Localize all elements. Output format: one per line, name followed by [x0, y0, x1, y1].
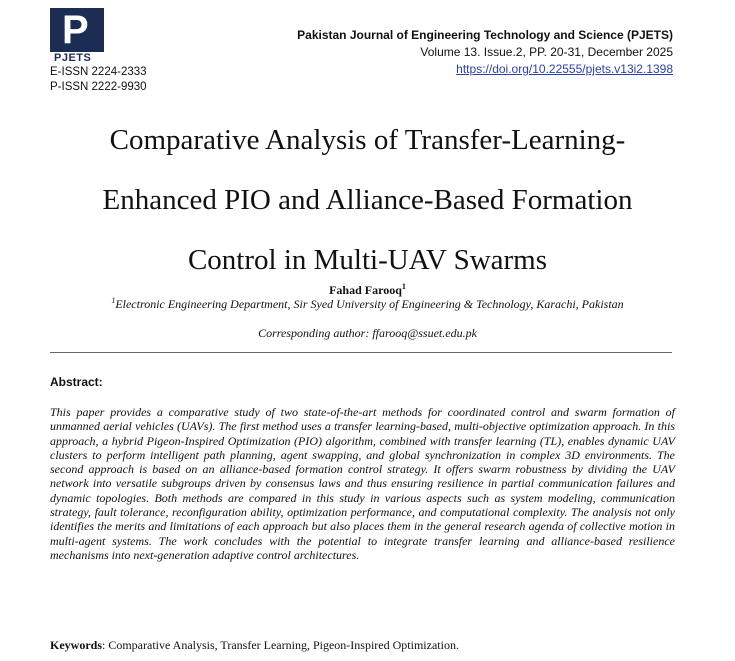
journal-name: Pakistan Journal of Engineering Technology and Science (PJETS)	[297, 28, 673, 42]
doi-link[interactable]: https://doi.org/10.22555/pjets.v13i2.1398	[456, 62, 673, 76]
keywords-value: : Comparative Analysis, Transfer Learning, Pigeon-Inspired Optimization.	[102, 638, 459, 652]
title-line-2: Enhanced PIO and Alliance-Based Formation	[102, 184, 633, 216]
author-superscript: 1	[401, 282, 406, 291]
keywords-label: Keywords	[50, 638, 102, 652]
title-line-1: Comparative Analysis of Transfer-Learning-	[109, 124, 626, 156]
journal-volume: Volume 13. Issue.2, PP. 20-31, December 2025	[420, 45, 673, 59]
author-name: Fahad Farooq	[329, 283, 402, 297]
corresponding-author: Corresponding author: ffarooq@ssuet.edu.pk	[258, 326, 477, 340]
abstract-body: This paper provides a comparative study of two state-of-the-art methods for coordinated control and swarm formation of unmanned aerial vehicles (UAVs). The first method uses a transfer learning-based, multi-objective optimization approach. In this approach, a hybrid Pigeon-Inspired Optimization (PIO) algorithm, combined with transfer learning (TL), enables dynamic UAV clusters to perform intelligent path planning, agent swapping, and global synchronization in complex 3D environments. The second approach is based on an alliance-based formation control strategy. It offers swarm robustness by dividing the UAV network into versatile subgroups driven by consensus laws and thus ensuring resilience in partial communication failures and dynamic topologies. Both methods are compared in this study in various aspects such as system modeling, communication strategy, fault tolerance, reconfiguration ability, optimization performance, and computational complexity. The analysis not only identifies the merits and limitations of each approach but also places them in the general research agenda of collective motion in multi-agent systems. The work concludes with the potential to integrate transfer learning and alliance-based resilience mechanisms into next-generation adaptive control architectures.	[50, 405, 675, 562]
affiliation: Electronic Engineering Department, Sir Syed University of Engineering & Technology, Karachi, Pakistan	[115, 297, 624, 311]
logo-mark	[50, 8, 104, 52]
affiliation-superscript: 1	[111, 296, 116, 305]
journal-logo	[50, 8, 104, 64]
logo-p-glyph: P	[62, 8, 89, 52]
header-divider	[50, 352, 672, 353]
keywords-line	[50, 638, 459, 653]
paper-title	[40, 110, 695, 290]
eissn: E-ISSN 2224-2333	[50, 66, 147, 78]
title-line-3: Control in Multi-UAV Swarms	[187, 244, 548, 276]
logo-text: PJETS	[54, 52, 92, 64]
abstract-heading: Abstract:	[50, 375, 103, 389]
pissn: P-ISSN 2222-9930	[50, 81, 147, 93]
affiliation-line	[0, 296, 735, 312]
